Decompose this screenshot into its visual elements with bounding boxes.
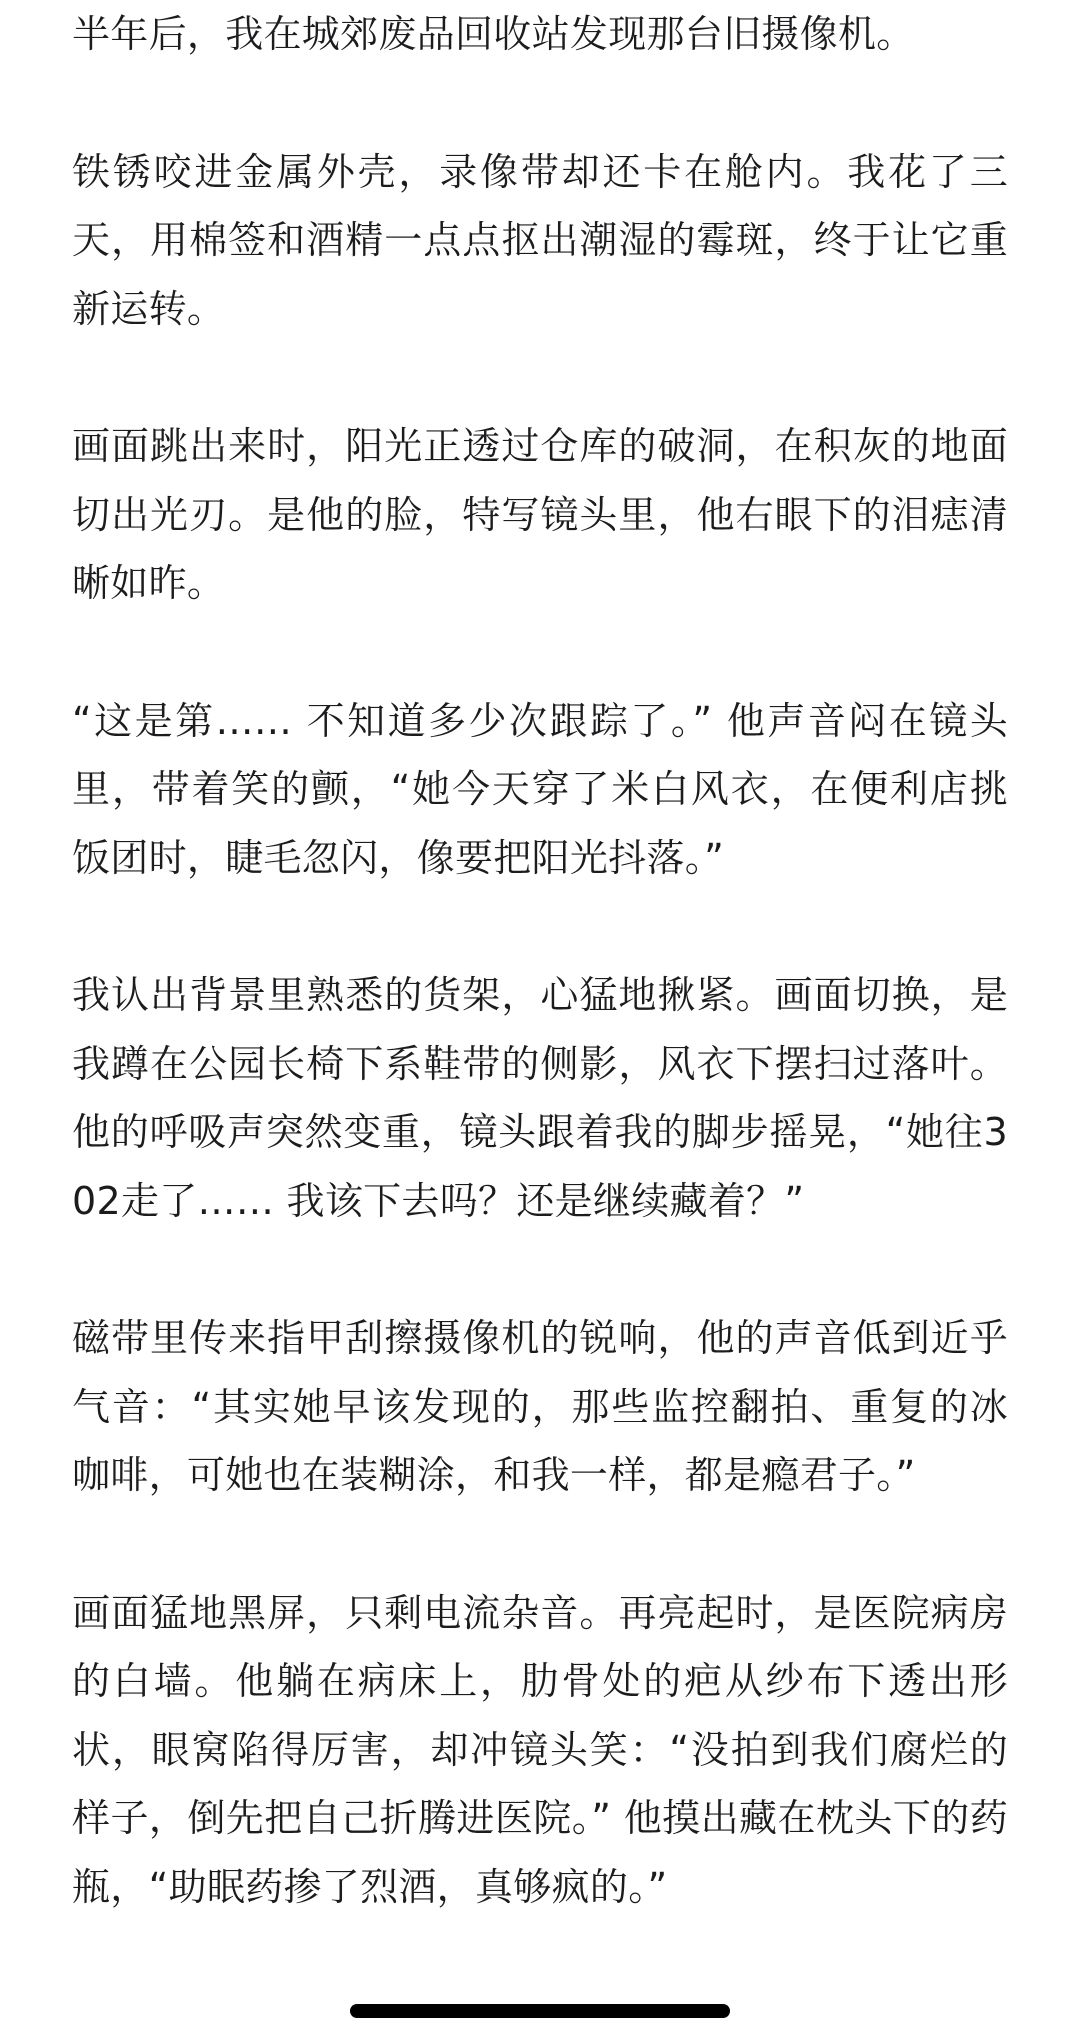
paragraph-4: “这是第…… 不知道多少次跟踪了。” 他声音闷在镜头里，带着笑的颤，“她今天穿了米白风衣，在便利店挑饭团时，睫毛忽闪，像要把阳光抖落。”: [72, 698, 1008, 880]
home-indicator[interactable]: [350, 2004, 730, 2018]
article-body: [72, 0, 1008, 1921]
paragraph-2: 铁锈咬进金属外壳，录像带却还卡在舱内。我花了三天，用棉签和酒精一点点抠出潮湿的霉斑，终于让它重新运转。: [72, 149, 1008, 331]
paragraph-1: 半年后，我在城郊废品回收站发现那台旧摄像机。: [72, 12, 915, 56]
paragraph-3: 画面跳出来时，阳光正透过仓库的破洞，在积灰的地面切出光刃。是他的脸，特写镜头里，他右眼下的泪痣清晰如昨。: [72, 424, 1008, 605]
paragraph-6: 磁带里传来指甲刮擦摄像机的锐响，他的声音低到近乎气音：“其实她早该发现的，那些监控翻拍、重复的冰咖啡，可她也在装糊涂，和我一样，都是瘾君子。”: [72, 1316, 1008, 1497]
paragraph-7: 画面猛地黑屏，只剩电流杂音。再亮起时，是医院病房的白墙。他躺在病床上，肋骨处的疤从纱布下透出形状，眼窝陷得厉害，却冲镜头笑：“没拍到我们腐烂的样子，倒先把自己折腾进医院。” 他摸出藏在枕头下的药瓶，“助眠药掺了烈酒，真够疯的。”: [72, 1590, 1008, 1909]
paragraph-5: 我认出背景里熟悉的货架，心猛地揪紧。画面切换，是我蹲在公园长椅下系鞋带的侧影，风衣下摆扫过落叶。他的呼吸声突然变重，镜头跟着我的脚步摇晃，“她往302走了…… 我该下去吗？还是继续藏着？”: [72, 973, 1008, 1223]
